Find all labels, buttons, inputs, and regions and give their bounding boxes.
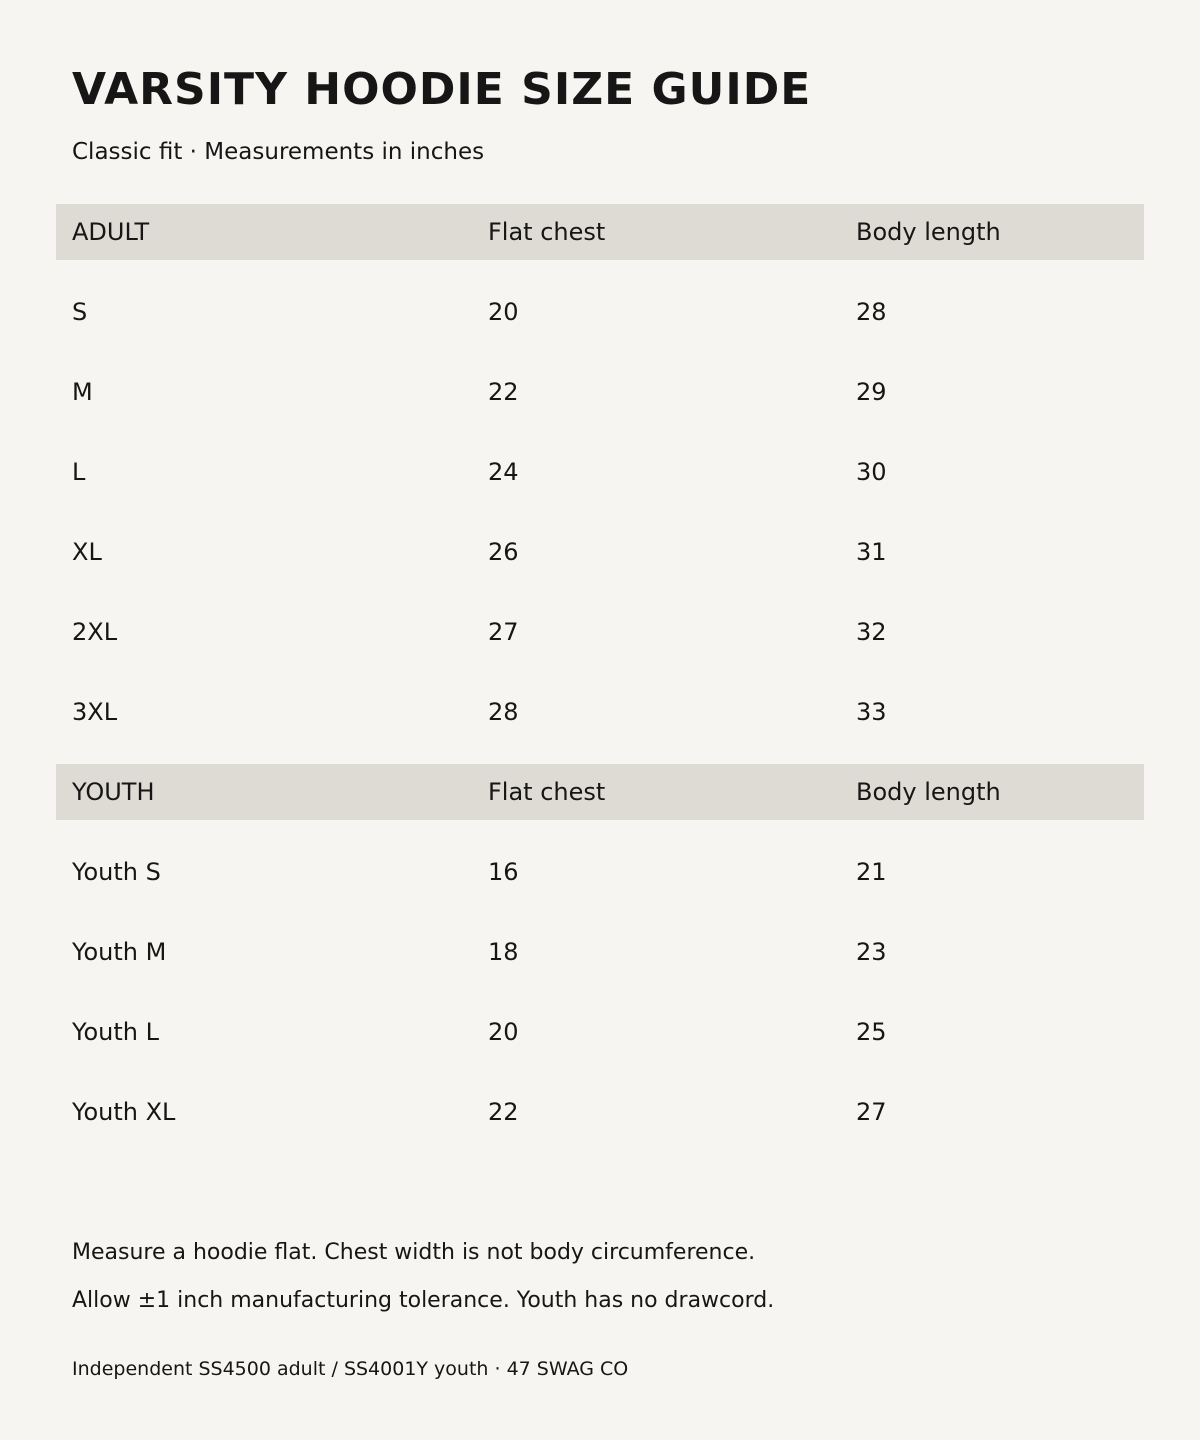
body-length-cell: 30 [856,458,887,486]
body-length-cell: 28 [856,298,887,326]
body-length-cell: 27 [856,1098,887,1126]
youth-section-label: YOUTH [72,778,155,806]
size-cell: M [72,378,93,406]
body-length-cell: 21 [856,858,887,886]
body-length-cell: 32 [856,618,887,646]
body-length-cell: 31 [856,538,887,566]
table-row [56,980,1144,1060]
adult-body-length-header: Body length [856,218,1001,246]
size-cell: 2XL [72,618,118,646]
table-row [56,260,1144,340]
size-cell: Youth L [72,1018,159,1046]
size-cell: S [72,298,88,326]
body-length-cell: 29 [856,378,887,406]
table-row [56,820,1144,900]
flat-chest-cell: 18 [488,938,519,966]
body-length-cell: 25 [856,1018,887,1046]
table-row [56,340,1144,420]
adult-size-table [56,204,1144,740]
youth-header-row [56,764,1144,820]
flat-chest-cell: 26 [488,538,519,566]
body-length-cell: 33 [856,698,887,726]
table-row [56,1060,1144,1140]
flat-chest-cell: 20 [488,298,519,326]
table-row [56,900,1144,980]
flat-chest-cell: 27 [488,618,519,646]
table-row [56,500,1144,580]
note-text: Allow ±1 inch manufacturing tolerance. Youth has no drawcord. [72,1288,775,1313]
youth-flat-chest-header: Flat chest [488,778,606,806]
flat-chest-cell: 24 [488,458,519,486]
flat-chest-cell: 22 [488,378,519,406]
table-row [56,660,1144,740]
table-row [56,420,1144,500]
note-text: Measure a hoodie flat. Chest width is not body circumference. [72,1240,756,1265]
size-cell: Youth M [72,938,167,966]
youth-body-length-header: Body length [856,778,1001,806]
size-cell: XL [72,538,102,566]
flat-chest-cell: 22 [488,1098,519,1126]
measurement-notes [72,1238,774,1334]
flat-chest-cell: 20 [488,1018,519,1046]
body-length-cell: 23 [856,938,887,966]
flat-chest-cell: 16 [488,858,519,886]
youth-size-table [56,764,1144,1140]
size-cell: L [72,458,86,486]
page-subtitle: Classic fit · Measurements in inches [72,139,485,165]
page-title: VARSITY HOODIE SIZE GUIDE [72,64,812,115]
adult-flat-chest-header: Flat chest [488,218,606,246]
adult-header-row [56,204,1144,260]
table-row [56,580,1144,660]
size-cell: Youth XL [72,1098,176,1126]
adult-section-label: ADULT [72,218,150,246]
flat-chest-cell: 28 [488,698,519,726]
size-cell: Youth S [72,858,161,886]
product-source-note: Independent SS4500 adult / SS4001Y youth · 47 SWAG CO [72,1358,629,1380]
size-cell: 3XL [72,698,118,726]
